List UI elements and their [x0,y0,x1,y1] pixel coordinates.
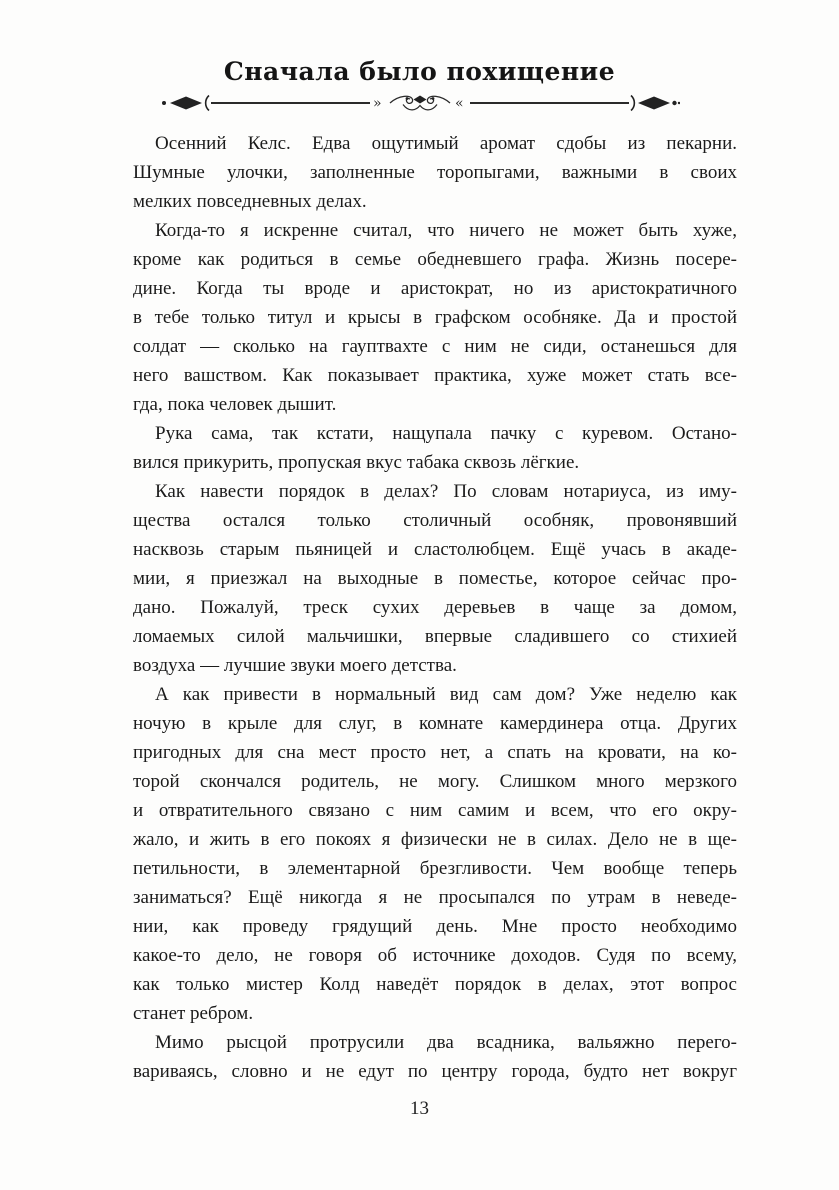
text-line: насквозь старым пьяницей и сластолюбцем. Ещё учась в акаде- [133,539,737,560]
text-line: в тебе только титул и крысы в графском особняке. Да и простой [133,307,737,328]
text-line: как только мистер Колд наведёт порядок в делах, этот вопрос [133,974,737,995]
text-line: кроме как родиться в семье обедневшего графа. Жизнь посере- [133,249,737,270]
divider-dot-right-icon [672,101,676,105]
bracket-left-icon [205,96,208,111]
divider-svg [160,90,680,116]
dot-center-right-icon [431,97,434,100]
curl-left-icon [390,96,413,103]
text-line: Мимо рысцой протрусили два всадника, вальяжно перего- [155,1032,737,1053]
chevron-right-icon: » [372,95,382,112]
text-line: мелких повседневных делах. [133,191,367,212]
diamond-right-icon [638,97,670,110]
curl-right-icon [427,96,450,103]
text-line: Осенний Келс. Едва ощутимый аромат сдобы из пекарни. [155,133,737,154]
body-text [133,129,737,1086]
text-line: дине. Когда ты вроде и аристократ, но из аристократичного [133,278,737,299]
text-line: Шумные улочки, заполненные торопыгами, важными в своих [133,162,737,183]
text-line: заниматься? Ещё никогда я не просыпался по утрам в неведе- [133,887,737,908]
chapter-title: Сначала было похищение [223,57,616,86]
text-line: гда, пока человек дышит. [133,394,337,415]
text-line: Когда-то я искренне считал, что ничего не может быть хуже, [155,220,737,241]
text-line: станет ребром. [133,1003,254,1024]
diamond-left-icon [170,97,202,110]
text-line: жало, и жить в его покоях я физически не в силах. Дело не в ще- [133,829,737,850]
text-line: ломаемых силой мальчишки, впервые сладившего со стихией [133,626,737,647]
text-line: А как привести в нормальный вид сам дом? Уже неделю как [155,684,737,705]
divider-ornament [160,90,680,116]
text-line: петильности, в элементарной брезгливости. Чем вообще теперь [133,858,737,879]
chevron-left-icon: « [454,95,464,112]
text-line: солдат — сколько на гауптвахте с ним не сиди, останешься для [133,336,737,357]
text-line: дано. Пожалуй, треск сухих деревьев в чаще за домом, [133,597,737,618]
text-line: щества остался только столичный особняк, провонявший [133,510,737,531]
text-line: Рука сама, так кстати, нащупала пачку с куревом. Остано- [155,423,737,444]
text-line: ночую в крыле для слуг, в комнате камердинера отца. Других [133,713,737,734]
text-line: и отвратительного связано с ним самим и всем, что его окру- [133,800,737,821]
diamond-center-icon [413,96,426,104]
text-line: воздуха — лучшие звуки моего детства. [133,655,457,676]
bracket-right-icon [631,96,634,111]
text-line: торой скончался родитель, не могу. Слишком много мерзкого [133,771,737,792]
divider-dot-right-small-icon [677,102,679,104]
text-line: какое-то дело, не говоря об источнике доходов. Судя по всему, [133,945,737,966]
loop-bottom-icon [403,105,437,110]
text-line: нии, как проведу грядущий день. Мне просто необходимо [133,916,737,937]
text-line: него вашством. Как показывает практика, хуже может стать все- [133,365,737,386]
divider-dot-left-icon [162,101,166,105]
text-line: вился прикурить, пропуская вкус табака сквозь лёгкие. [133,452,580,473]
dot-center-left-icon [405,97,408,100]
text-line: мии, я приезжал на выходные в поместье, которое сейчас про- [133,568,737,589]
page-number: 13 [410,1098,429,1119]
text-line: Как навести порядок в делах? По словам нотариуса, из иму- [155,481,737,502]
text-line: вариваясь, словно и не едут по центру города, будто нет вокруг [133,1061,737,1082]
text-line: пригодных для сна мест просто нет, а спать на кровати, на ко- [133,742,737,763]
